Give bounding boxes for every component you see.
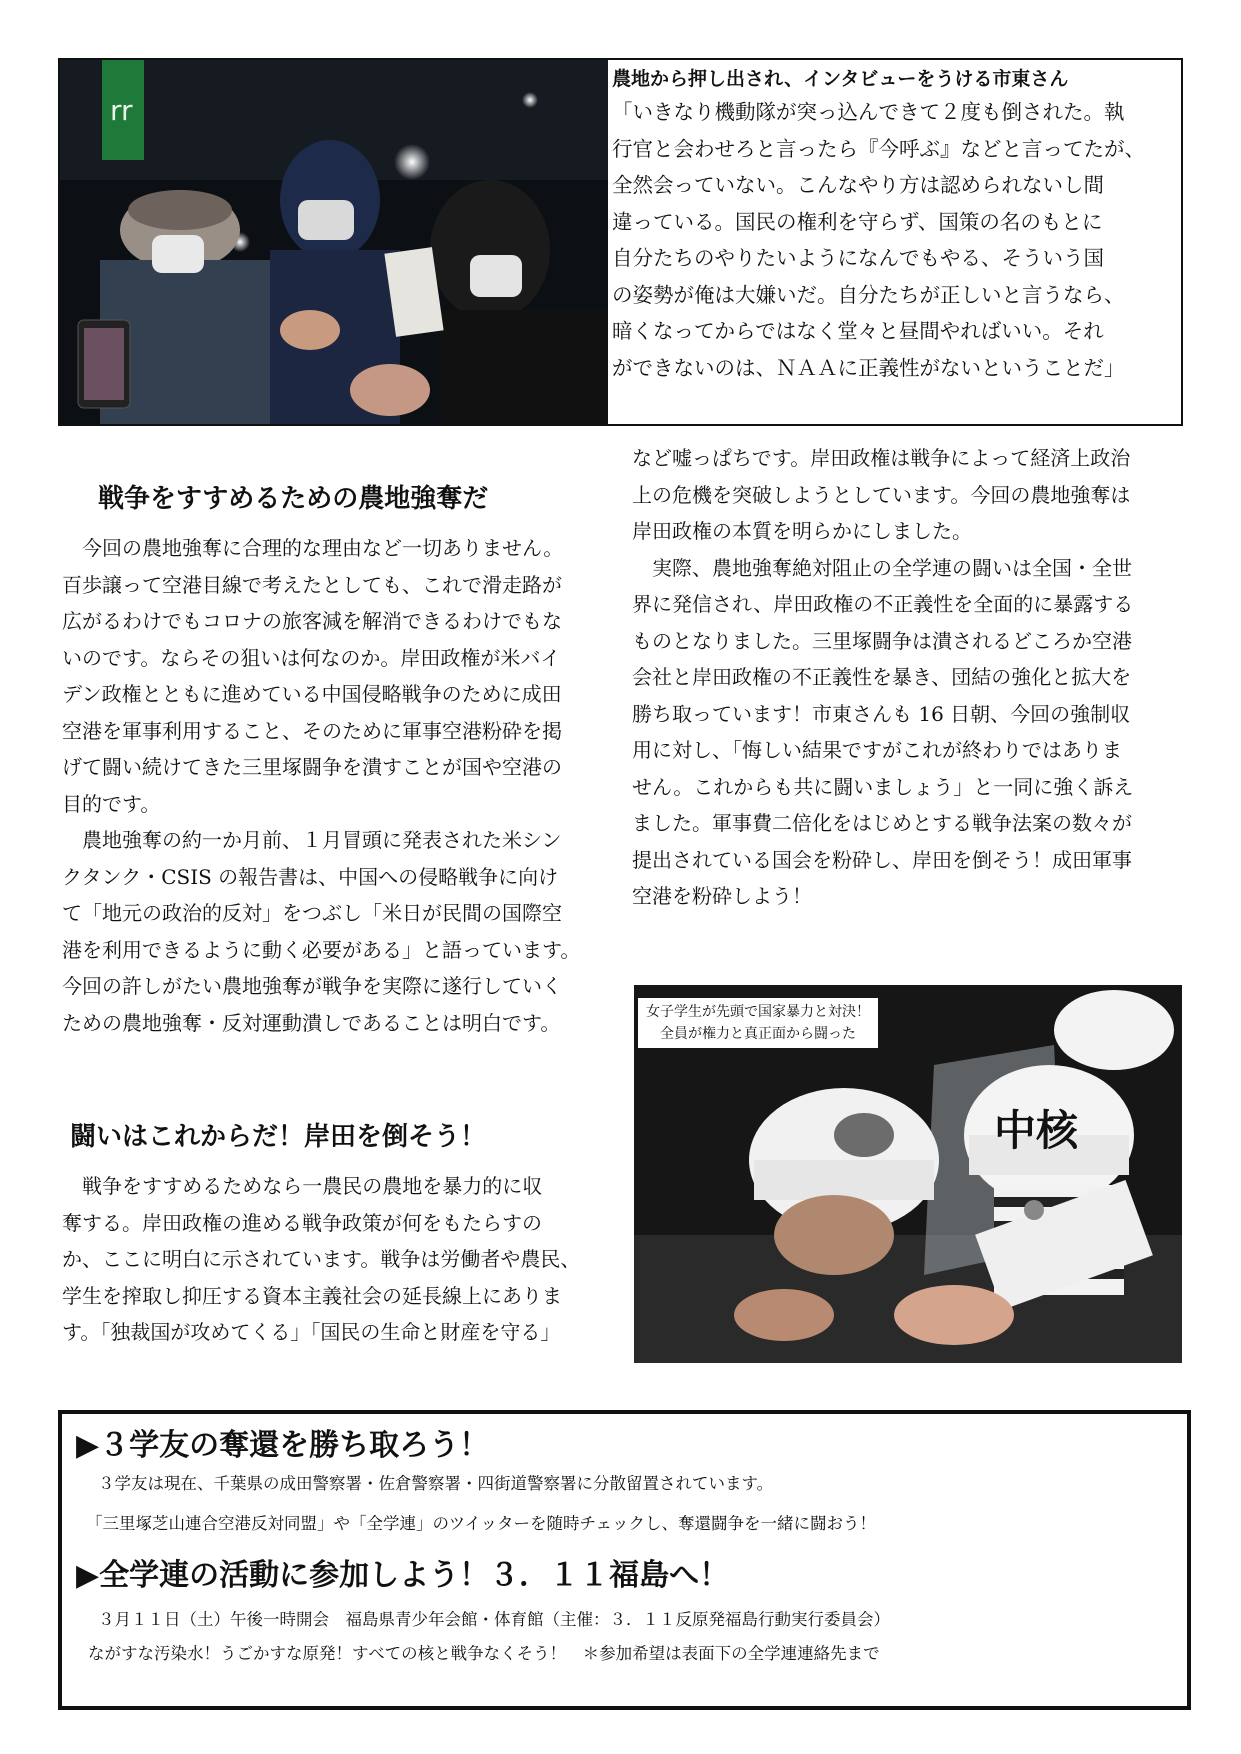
body-line: ました。軍事費二倍化をはじめとする戦争法案の数々が xyxy=(632,811,1132,835)
section1-heading: 戦争をすすめるための農地強奪だ xyxy=(98,484,489,514)
body-line: クタンク・CSIS の報告書は、中国への侵略戦争に向け xyxy=(62,864,559,889)
body-line: 界に発信され、岸田政権の不正義性を全面的に暴露する xyxy=(632,592,1134,616)
quote-title: 農地から押し出され、インタビューをうける市東さん xyxy=(612,68,1069,90)
body-line: 学生を搾取し抑圧する資本主義社会の延長線上にありま xyxy=(62,1283,562,1308)
caption-line: 全員が権力と真正面から闘った xyxy=(660,1026,856,1042)
body-line: 農地強奪の約一か月前、１月冒頭に発表された米シン xyxy=(62,828,562,852)
section2-body xyxy=(62,1168,602,1351)
body-line: す。「独裁国が攻めてくる」「国民の生命と財産を守る」 xyxy=(62,1320,561,1344)
section1-body xyxy=(62,530,602,1041)
body-line: いのです。ならその狙いは何なのか。岸田政権が米バイ xyxy=(62,645,561,670)
body-line: 上の危機を突破しようとしています。今回の農地強奪は xyxy=(632,482,1131,507)
notice-line: ３学友は現在、千葉県の成田警察署・佐倉警察署・四街道警察署に分散留置されています。 xyxy=(98,1474,774,1493)
body-line: 目的です。 xyxy=(62,791,161,816)
body-line: 岸田政権の本質を明らかにしました。 xyxy=(632,519,972,543)
protest-photo-caption xyxy=(638,998,878,1048)
quote-line: 自分たちのやりたいようになんでもやる、そういう国 xyxy=(612,246,1104,270)
helmet-lettering: 中核 xyxy=(994,1106,1079,1155)
body-line: デン政権とともに進めている中国侵略戦争のために成田 xyxy=(62,682,562,706)
body-line: 広がるわけでもコロナの旅客減を解消できるわけでもな xyxy=(62,609,562,633)
body-line: 今回の農地強奪に合理的な理由など一切ありません。 xyxy=(62,536,564,560)
body-line: 百歩譲って空港目線で考えたとしても、これで滑走路が xyxy=(62,572,562,597)
body-line: 戦争をすすめるためなら一農民の農地を暴力的に収 xyxy=(62,1174,543,1198)
body-line: せん。これからも共に闘いましょう」と一同に強く訴え xyxy=(632,774,1134,799)
right-column-body xyxy=(632,440,1192,915)
body-line: て「地元の政治的反対」をつぶし「米日が民間の国際空 xyxy=(62,901,562,925)
body-line: 提出されている国会を粉砕し、岸田を倒そう！成田軍事 xyxy=(632,847,1132,872)
banner-lettering: rr xyxy=(110,94,133,127)
notice-line: ながすな汚染水！うごかすな原発！すべての核と戦争なくそう！ ＊参加希望は表面下の全学連連絡先まで xyxy=(88,1644,880,1663)
quote-line: ができないのは、ＮＡＡに正義性がないということだ」 xyxy=(612,355,1125,380)
quote-line: 行官と会わせろと言ったら『今呼ぶ』などと言ってたが、 xyxy=(612,136,1145,161)
section2-heading: 闘いはこれからだ！岸田を倒そう！ xyxy=(70,1122,487,1152)
body-line: 今回の許しがたい農地強奪が戦争を実際に遂行していく xyxy=(62,974,562,998)
quote-line: 全然会っていない。こんなやり方は認められないし間 xyxy=(612,173,1104,197)
body-line: か、ここに明白に示されています。戦争は労働者や農民、 xyxy=(62,1247,581,1271)
body-line: など嘘っぱちです。岸田政権は戦争によって経済上政治 xyxy=(632,446,1131,470)
interview-quote xyxy=(612,64,1178,386)
quote-line: 「いきなり機動隊が突っ込んできて２度も倒された。執 xyxy=(612,100,1125,124)
body-line: 勝ち取っています！市東さんも 16 日朝、今回の強制収 xyxy=(632,701,1131,726)
notice-heading-fukushima: ▶全学連の活動に参加しよう！３．１１福島へ！ xyxy=(76,1558,730,1593)
body-line: 港を利用できるように動く必要がある」と語っています。 xyxy=(62,937,581,962)
body-line: 用に対し、「悔しい結果ですがこれが終わりではありま xyxy=(632,738,1122,762)
caption-line: 女子学生が先頭で国家暴力と対決！ xyxy=(646,1004,870,1020)
body-line: ものとなりました。三里塚闘争は潰されるどころか空港 xyxy=(632,628,1132,653)
body-line: げて闘い続けてきた三里塚闘争を潰すことが国や空港の xyxy=(62,755,562,779)
body-line: 空港を粉砕しよう！ xyxy=(632,884,812,908)
quote-line: の姿勢が俺は大嫌いだ。自分たちが正しいと言うなら、 xyxy=(612,282,1125,307)
interview-photo xyxy=(60,60,608,424)
body-line: 奪する。岸田政権の進める戦争政策が何をもたらすの xyxy=(62,1210,542,1235)
quote-body xyxy=(612,94,1178,386)
body-line: 会社と岸田政権の不正義性を暴き、団結の強化と拡大を xyxy=(632,665,1132,689)
quote-line: 違っている。国民の権利を守らず、国策の名のもとに xyxy=(612,209,1103,234)
notice-line: 「三里塚芝山連合空港反対同盟」や「全学連」のツイッターを随時チェックし、奪還闘争を一緒に闘おう！ xyxy=(86,1514,877,1533)
quote-line: 暗くなってからではなく堂々と昼間やればいい。それ xyxy=(612,319,1104,343)
body-line: 実際、農地強奪絶対阻止の全学連の闘いは全国・全世 xyxy=(632,555,1132,580)
body-line: ための農地強奪・反対運動潰しであることは明白です。 xyxy=(62,1010,561,1035)
body-line: 空港を軍事利用すること、そのために軍事空港粉砕を掲 xyxy=(62,718,562,743)
notice-line: ３月１１日（土）午後一時開会 福島県青少年会館・体育館（主催：３．１１反原発福島行動実行委員会） xyxy=(98,1610,890,1629)
notice-heading-release: ▶３学友の奪還を勝ち取ろう！ xyxy=(76,1428,490,1463)
